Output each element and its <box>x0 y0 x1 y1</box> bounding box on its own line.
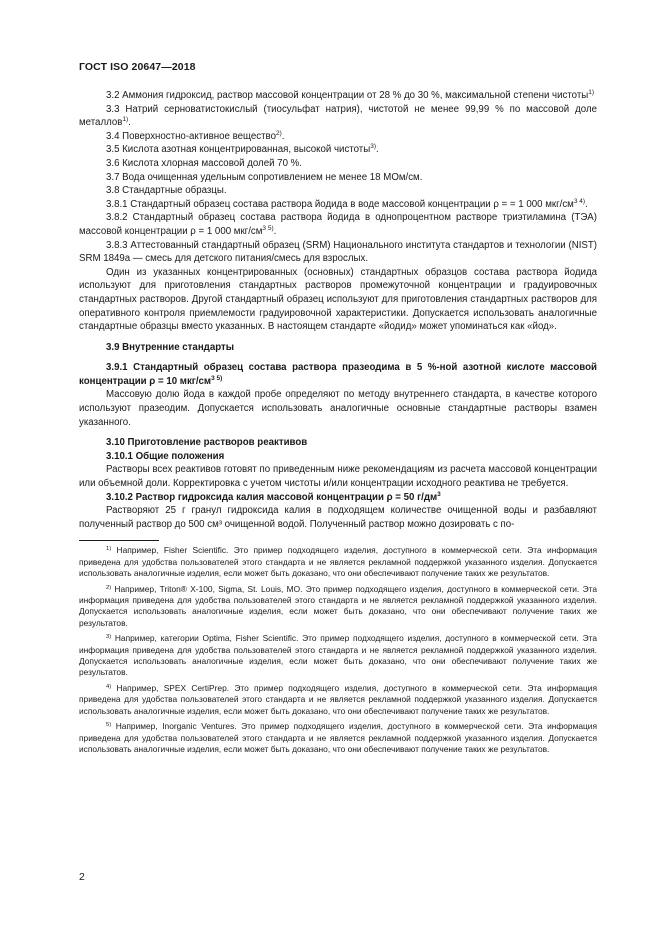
paragraph-text: 3.8.2 Стандартный образец состава раствора йодида в однопроцентном растворе триэтиламина (ТЭА) массовой концентрации ρ = 1 000 мкг/см <box>79 212 597 237</box>
paragraph-text: 3.8.3 Аттестованный стандартный образец (SRM) Национального института стандартов и технологии (NIST) SRM 1849a — смесь для детского питания/смесь для взрослых. <box>79 239 597 265</box>
footnote-ref: 3 <box>437 490 441 498</box>
paragraph <box>79 143 597 157</box>
paragraph-text: 3.10 Приготовление растворов реактивов <box>106 437 308 449</box>
paragraph <box>79 504 597 531</box>
paragraph-text: 3.8 Стандартные образцы. <box>106 185 227 197</box>
document-header: ГОСТ ISO 20647—2018 <box>79 61 196 73</box>
document-body <box>79 89 597 759</box>
paragraph-text: 3.4 Поверхностно-активное вещество <box>106 130 276 142</box>
paragraph <box>79 463 597 490</box>
page-number: 2 <box>79 871 85 883</box>
footnote-ref: 3) <box>370 143 376 151</box>
paragraph <box>79 388 597 429</box>
main-text <box>79 89 597 531</box>
footnote <box>79 545 597 579</box>
paragraph <box>79 239 597 266</box>
footnote-separator <box>79 540 159 541</box>
paragraph-tail: . <box>273 225 277 237</box>
paragraph <box>79 491 597 505</box>
paragraph-text: 3.3 Натрий серноватистокислый (тиосульфат натрия), чистотой не менее 99,99 % по массовой доле металлов <box>79 103 597 129</box>
paragraph <box>79 361 597 388</box>
footnote-ref: 1) <box>122 116 129 124</box>
paragraph-text: 3.5 Кислота азотная концентрированная, высокой чистоты <box>106 144 371 156</box>
footnote-ref: 3 5) <box>262 224 274 232</box>
footnote-ref: 1) <box>588 89 595 96</box>
paragraph <box>79 103 597 130</box>
footnote-marker: 1) <box>106 546 112 553</box>
footnote <box>79 721 597 755</box>
paragraph-text: Растворы всех реактивов готовят по приведенным ниже рекомендациям из расчета массовой концентрации или объемной доли. Корректировка с учетом чистоты и/или концентрации исходного реактива не требуется. <box>79 464 597 490</box>
footnote <box>79 584 597 630</box>
footnote-text: Например, Inorganic Ventures. Это пример подходящего изделия, доступного в коммерческой сети. Эта информация приведена для удобства пользователей этого стандарта и не является рекламной поддержкой указанного изделия. Допускается использовать аналогичные изделия, если может быть доказано, что они обеспечивают получение таких же результатов. <box>79 721 597 754</box>
paragraph-text: 3.8.1 Стандартный образец состава раствора йодида в воде массовой концентрации ρ = = 1 000 мкг/см <box>106 198 574 210</box>
paragraph <box>79 157 597 171</box>
footnote-ref: 3 4) <box>573 197 586 205</box>
footnote <box>79 683 597 717</box>
paragraph-text: 3.10.1 Общие положения <box>106 450 225 462</box>
paragraph-text: 3.10.2 Раствор гидроксида калия массовой концентрации ρ = 50 г/дм <box>106 491 438 503</box>
footnote <box>79 633 597 679</box>
paragraph <box>79 198 597 212</box>
footnote-marker: 2) <box>106 584 112 591</box>
footnote-marker: 3) <box>106 634 112 641</box>
paragraph-tail: . <box>585 198 588 210</box>
footnote-text: Например, Fisher Scientific. Это пример подходящего изделия, доступного в коммерческой сети. Эта информация приведена для удобства пользователей этого стандарта и не является рекламной поддержкой указанного изделия. Допускается использовать аналогичные изделия, если может быть доказано, что они обеспечивают получение таких же результатов. <box>79 545 597 579</box>
paragraph <box>79 171 597 185</box>
footnote-text: Например, SPEX CertiPrep. Это пример подходящего изделия, доступного в коммерческой сети. Эта информация приведена для удобства пользователей этого стандарта и не является рекламной поддержкой указанного изделия. Допускается использовать аналогичные изделия, если может быть доказано, что они обеспечивают получение таких же результатов. <box>79 682 597 716</box>
paragraph <box>79 211 597 238</box>
paragraph <box>79 450 597 464</box>
footnote-ref: 3 5) <box>211 374 223 382</box>
footnote-text: Например, категории Optima, Fisher Scientific. Это пример подходящего изделия, доступного в коммерческой сети. Эта информация приведена для удобства пользователей этого стандарта и не является рекламной поддержкой указанного изделия. Допускается использовать аналогичные изделия, если может быть доказано, что они обеспечивают получение таких же результатов. <box>79 633 597 678</box>
footnote-ref: 2) <box>275 129 282 137</box>
paragraph-tail: . <box>128 117 131 129</box>
paragraph-tail: . <box>281 130 285 142</box>
paragraph-tail: . <box>376 144 379 156</box>
paragraph-text: Растворяют 25 г гранул гидроксида калия в подходящем количестве очищенной воды и разбавляют полученный раствор до 500 см³ очищенной водой. Полученный раствор можно дозировать с по- <box>79 505 597 530</box>
paragraph <box>79 89 597 103</box>
footnotes <box>79 545 597 755</box>
paragraph-text: Массовую долю йода в каждой пробе определяют по методу внутреннего стандарта, в качестве которого используют празеодим. Допускается использовать аналогичные основные стандартные растворы взамен указанного. <box>79 389 597 428</box>
paragraph <box>79 184 597 198</box>
paragraph <box>79 266 597 334</box>
paragraph-text: 3.2 Аммония гидроксид, раствор массовой концентрации от 28 % до 30 %, максимальной степени чистоты <box>106 90 589 101</box>
paragraph <box>79 130 597 144</box>
paragraph <box>79 436 597 450</box>
footnote-marker: 5) <box>106 722 112 729</box>
paragraph-text: Один из указанных концентрированных (основных) стандартных образцов состава раствора йодида используют для приготовления стандартных растворов промежуточной концентрации и градуировочных стандартных растворов. Другой стандартный образец используют для приготовления стандартных растворов для оперативного контроля приемлемости градуировочной характеристики. Допускается использовать аналогичные стандартные образцы вместо указанных. В настоящем стандарте «йодид» может упоминаться как «йод». <box>79 266 597 333</box>
paragraph-text: 3.6 Кислота хлорная массовой долей 70 %. <box>106 157 302 169</box>
footnote-marker: 4) <box>106 683 112 690</box>
paragraph-text: 3.7 Вода очищенная удельным сопротивлением не менее 18 МОм/см. <box>106 171 423 183</box>
paragraph-text: 3.9.1 Стандартный образец состава раствора празеодима в 5 %-ной азотной кислоте массовой концентрации ρ = 10 мкг/см <box>79 362 597 387</box>
paragraph-text: 3.9 Внутренние стандарты <box>106 341 235 353</box>
footnote-text: Например, Triton® X-100, Sigma, St. Louis, MO. Это пример подходящего изделия, доступного в коммерческой сети. Эта информация приведена для удобства пользователей этого стандарта и не является рекламной поддержкой указанного изделия. Допускается использовать аналогичные изделия, если может быть доказано, что они обеспечивают получение таких же результатов. <box>79 583 597 628</box>
paragraph <box>79 341 597 355</box>
